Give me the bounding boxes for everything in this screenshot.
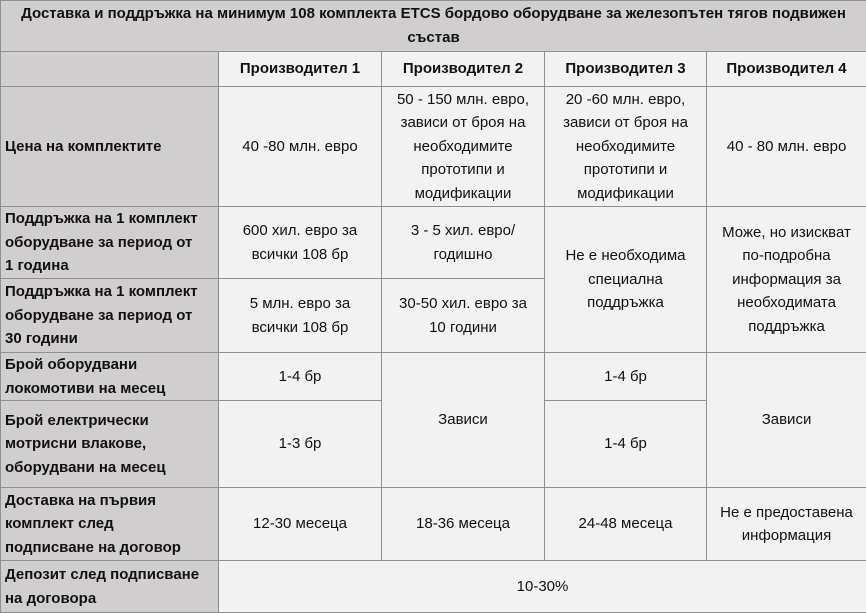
cell-price-p3: 20 -60 млн. евро, зависи от броя на необходимите прототипи и модификации [545, 87, 707, 207]
cell-price-p1: 40 -80 млн. евро [219, 87, 382, 207]
cell-price-p4: 40 - 80 млн. евро [707, 87, 866, 207]
cell-emu-p3: 1-4 бр [545, 401, 707, 488]
cell-support30-p1: 5 млн. евро за всички 108 бр [219, 279, 382, 353]
table-title: Доставка и поддръжка на минимум 108 комплекта ETCS бордово оборудване за железопътен тягов подвижен състав [1, 1, 866, 52]
corner-cell [1, 52, 219, 87]
row-label-deposit: Депозит след подписване на договора [1, 561, 219, 613]
cell-price-p2: 50 - 150 млн. евро, зависи от броя на необходимите прототипи и модификации [382, 87, 545, 207]
cell-depends-p2: Зависи [382, 353, 545, 488]
row-label-delivery: Доставка на първия комплект след подписване на договор [1, 488, 219, 561]
cell-delivery-p4: Не е предоставена информация [707, 488, 866, 561]
cell-delivery-p1: 12-30 месеца [219, 488, 382, 561]
header-manufacturer-4: Производител 4 [707, 52, 866, 87]
row-label-support-30-years: Поддръжка на 1 комплект оборудване за период от 30 години [1, 279, 219, 353]
cell-support-p4: Може, но изискват по-подробна информация за необходимата поддръжка [707, 207, 866, 353]
cell-support-p3: Не е необходима специална поддръжка [545, 207, 707, 353]
cell-loco-p1: 1-4 бр [219, 353, 382, 401]
cell-depends-p4: Зависи [707, 353, 866, 488]
row-label-price: Цена на комплектите [1, 87, 219, 207]
row-label-support-1-year: Поддръжка на 1 комплект оборудване за период от 1 година [1, 207, 219, 279]
header-manufacturer-3: Производител 3 [545, 52, 707, 87]
cell-delivery-p2: 18-36 месеца [382, 488, 545, 561]
cell-delivery-p3: 24-48 месеца [545, 488, 707, 561]
header-manufacturer-2: Производител 2 [382, 52, 545, 87]
cell-support1-p1: 600 хил. евро за всички 108 бр [219, 207, 382, 279]
cell-loco-p3: 1-4 бр [545, 353, 707, 401]
cell-emu-p1: 1-3 бр [219, 401, 382, 488]
cell-deposit-value: 10-30% [219, 561, 866, 613]
cell-support30-p2: 30-50 хил. евро за 10 години [382, 279, 545, 353]
row-label-emu: Брой електрически мотрисни влакове, оборудвани на месец [1, 401, 219, 488]
header-manufacturer-1: Производител 1 [219, 52, 382, 87]
cell-support1-p2: 3 - 5 хил. евро/ годишно [382, 207, 545, 279]
row-label-locomotives: Брой оборудвани локомотиви на месец [1, 353, 219, 401]
